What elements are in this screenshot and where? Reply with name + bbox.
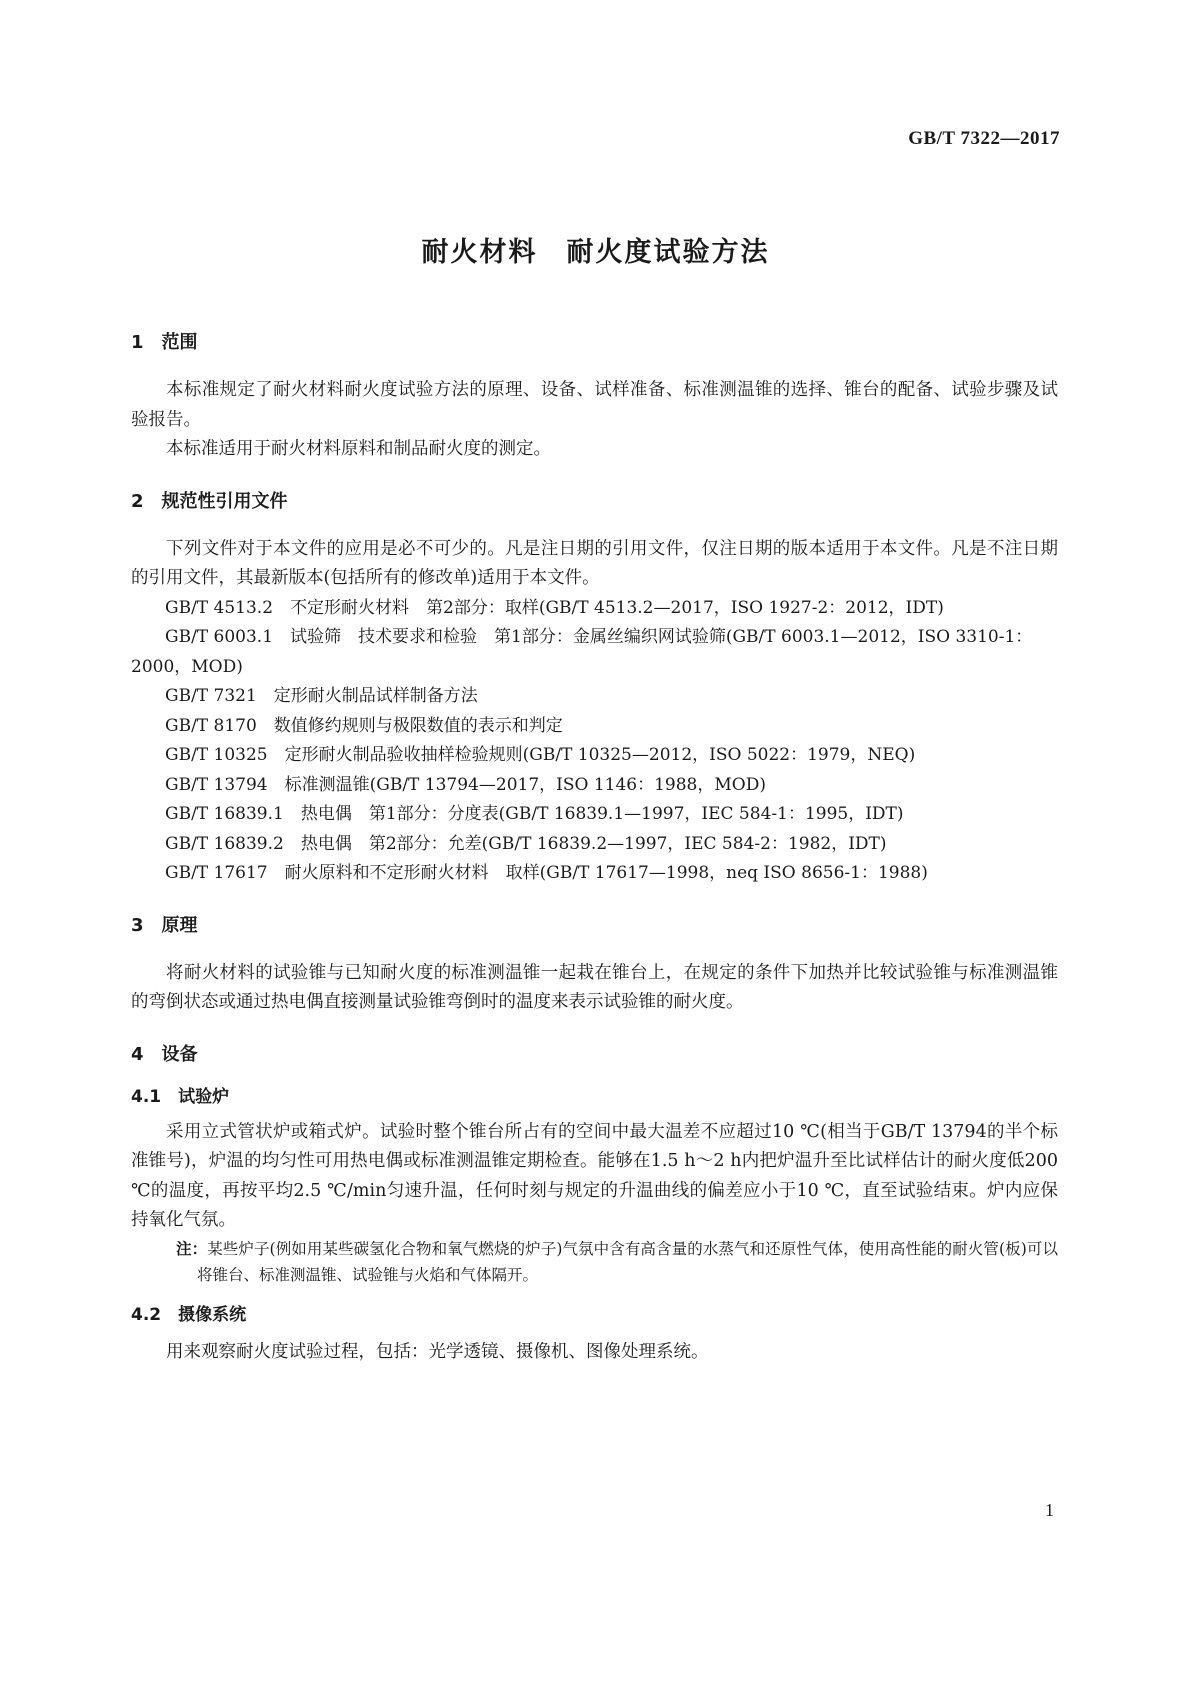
section-2-paragraph-1: 下列文件对于本文件的应用是必不可少的。凡是注日期的引用文件，仅注日期的版本适用于本文件。凡是不注日期的引用文件，其最新版本(包括所有的修改单)适用于本文件。 <box>131 538 1058 588</box>
section-3-paragraph-1: 将耐火材料的试验锥与已知耐火度的标准测温锥一起栽在锥台上，在规定的条件下加热并比较试验锥与标准测温锥的弯倒状态或通过热电偶直接测量试验锥弯倒时的温度来表示试验锥的耐火度。 <box>131 962 1058 1012</box>
standard-code: GB/T 7322—2017 <box>908 128 1060 149</box>
reference-item: GB/T 7321 定形耐火制品试样制备方法 <box>165 686 478 706</box>
reference-item: GB/T 6003.1 试验筛 技术要求和检验 第1部分：金属丝编织网试验筛(GB/T 6003.1—2012，ISO 3310-1：2000，MOD) <box>131 627 1033 677</box>
section-4-1-paragraph-1: 采用立式管状炉或箱式炉。试验时整个锥台所占有的空间中最大温差不应超过10 ℃(相当于GB/T 13794的半个标准锥号)，炉温的均匀性可用热电偶或标准测温锥定期检查。能够在1.5 h～2 h内把炉温升至比试样估计的耐火度低200 ℃的温度，再按平均2.5 ℃/min匀速升温，任何时刻与规定的升温曲线的偏差应小于10 ℃，直至试验结束。炉内应保持氧化气氛。 <box>131 1121 1058 1230</box>
reference-item: GB/T 8170 数值修约规则与极限数值的表示和判定 <box>165 715 563 736</box>
section-4-2-paragraph-1: 用来观察耐火度试验过程，包括：光学透镜、摄像机、图像处理系统。 <box>166 1341 709 1362</box>
section-3-heading: 3 原理 <box>131 914 198 936</box>
page-number: 1 <box>1045 1500 1054 1520</box>
note <box>131 1236 1058 1288</box>
reference-item: GB/T 17617 耐火原料和不定形耐火材料 取样(GB/T 17617—1998，neq ISO 8656-1：1988) <box>165 863 928 883</box>
section-1-paragraph-1: 本标准规定了耐火材料耐火度试验方法的原理、设备、试样准备、标准测温锥的选择、锥台的配备、试验步骤及试验报告。 <box>131 380 1058 430</box>
reference-item: GB/T 10325 定形耐火制品验收抽样检验规则(GB/T 10325—2012，ISO 5022：1979，NEQ) <box>165 745 916 765</box>
reference-item: GB/T 13794 标准测温锥(GB/T 13794—2017，ISO 1146：1988，MOD) <box>165 774 766 795</box>
section-2-heading: 2 规范性引用文件 <box>131 490 288 512</box>
note-label: 注： <box>176 1239 208 1258</box>
reference-item: GB/T 16839.2 热电偶 第2部分：允差(GB/T 16839.2—1997，IEC 584-2：1982，IDT) <box>165 833 887 854</box>
section-4-2-heading: 4.2 摄像系统 <box>131 1304 247 1325</box>
section-4-heading: 4 设备 <box>131 1043 198 1065</box>
reference-item: GB/T 16839.1 热电偶 第1部分：分度表(GB/T 16839.1—1997，IEC 584-1：1995，IDT) <box>165 804 904 824</box>
document-body <box>131 330 1058 1367</box>
note-text: 某些炉子(例如用某些碳氢化合物和氧气燃烧的炉子)气氛中含有高含量的水蒸气和还原性气体，使用高性能的耐火管(板)可以将锥台、标准测温锥、试验锥与火焰和气体隔开。 <box>197 1239 1058 1284</box>
section-4-1-heading: 4.1 试验炉 <box>131 1086 230 1107</box>
section-1-paragraph-2: 本标准适用于耐火材料原料和制品耐火度的测定。 <box>166 439 551 459</box>
section-1-heading: 1 范围 <box>131 332 198 353</box>
document-title: 耐火材料 耐火度试验方法 <box>421 237 770 268</box>
reference-item: GB/T 4513.2 不定形耐火材料 第2部分：取样(GB/T 4513.2—2017，ISO 1927-2：2012，IDT) <box>165 597 944 618</box>
